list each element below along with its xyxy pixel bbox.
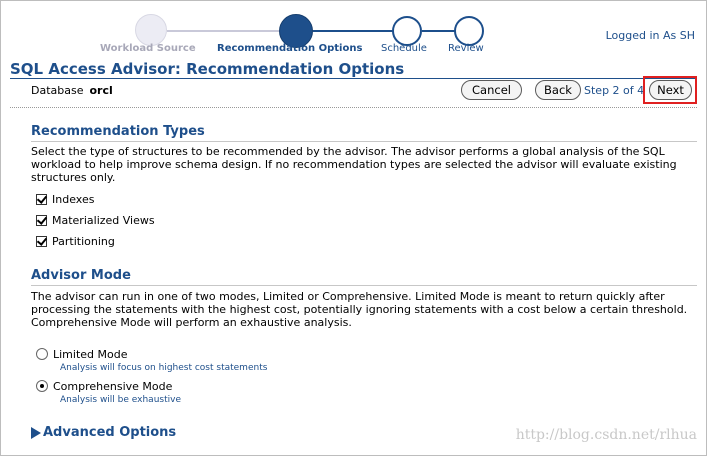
materialized-views-label[interactable]: Materialized Views	[52, 213, 155, 227]
watermark: http://blog.csdn.net/rlhua	[515, 427, 697, 443]
partitioning-option[interactable]	[36, 233, 115, 249]
train-step-schedule-dot[interactable]	[392, 16, 422, 46]
train-step-workload-source-dot[interactable]	[135, 14, 167, 46]
train-connector-3	[422, 30, 456, 32]
limited-mode-option[interactable]	[36, 346, 128, 362]
indexes-option[interactable]	[36, 191, 94, 207]
title-divider	[10, 78, 697, 79]
advisor-mode-title: Advisor Mode	[31, 268, 131, 283]
next-button[interactable]: Next	[649, 80, 692, 100]
database-info	[31, 84, 113, 97]
advisor-mode-divider	[31, 285, 697, 286]
train-step-workload-source[interactable]: Workload Source	[100, 43, 196, 54]
recommendation-types-description: Select the type of structures to be recommended by the advisor. The advisor performs a global analysis of the SQL workload to help improve schema design. If no recommendation types are selected the advisor will evaluate existing structures only.	[31, 145, 677, 184]
cancel-button[interactable]: Cancel	[461, 80, 522, 100]
train-connector-2	[313, 30, 393, 32]
database-value: orcl	[89, 84, 113, 97]
step-indicator: Step 2 of 4	[584, 84, 645, 97]
comprehensive-mode-label[interactable]: Comprehensive Mode	[53, 379, 173, 393]
recommendation-types-divider	[31, 141, 697, 142]
disclosure-triangle-icon[interactable]	[31, 427, 41, 439]
partitioning-label[interactable]: Partitioning	[52, 234, 115, 248]
materialized-views-option[interactable]	[36, 212, 155, 228]
logged-in-user: Logged in As SH	[605, 29, 695, 42]
materialized-views-checkbox[interactable]	[36, 215, 47, 226]
indexes-checkbox[interactable]	[36, 194, 47, 205]
limited-mode-description: Analysis will focus on highest cost statements	[60, 363, 268, 373]
indexes-label[interactable]: Indexes	[52, 192, 95, 206]
comprehensive-mode-option[interactable]	[36, 378, 172, 394]
train-step-review-dot[interactable]	[454, 16, 484, 46]
advisor-mode-description: The advisor can run in one of two modes, Limited or Comprehensive. Limited Mode is meant to return quickly after processing the statements with the highest cost, potentially ignoring statements with a cost below a certain threshold. Comprehensive Mode will perform an exhaustive analysis.	[31, 290, 688, 329]
train-step-recommendation-options: Recommendation Options	[217, 43, 363, 54]
limited-mode-radio[interactable]	[36, 348, 48, 360]
advanced-options-label[interactable]: Advanced Options	[43, 425, 177, 440]
database-label: Database	[31, 84, 84, 97]
back-button[interactable]: Back	[535, 80, 581, 100]
train-step-schedule[interactable]: Schedule	[381, 43, 427, 54]
partitioning-checkbox[interactable]	[36, 236, 47, 247]
comprehensive-mode-radio[interactable]	[36, 380, 48, 392]
train-step-review[interactable]: Review	[448, 43, 484, 54]
limited-mode-label[interactable]: Limited Mode	[53, 347, 128, 361]
page-title: SQL Access Advisor: Recommendation Options	[10, 60, 405, 78]
wizard-train	[0, 0, 707, 60]
train-connector-1	[167, 30, 279, 32]
header-divider	[10, 107, 697, 108]
advanced-options-toggle[interactable]	[31, 425, 176, 440]
recommendation-types-title: Recommendation Types	[31, 124, 205, 139]
comprehensive-mode-description: Analysis will be exhaustive	[60, 395, 181, 405]
